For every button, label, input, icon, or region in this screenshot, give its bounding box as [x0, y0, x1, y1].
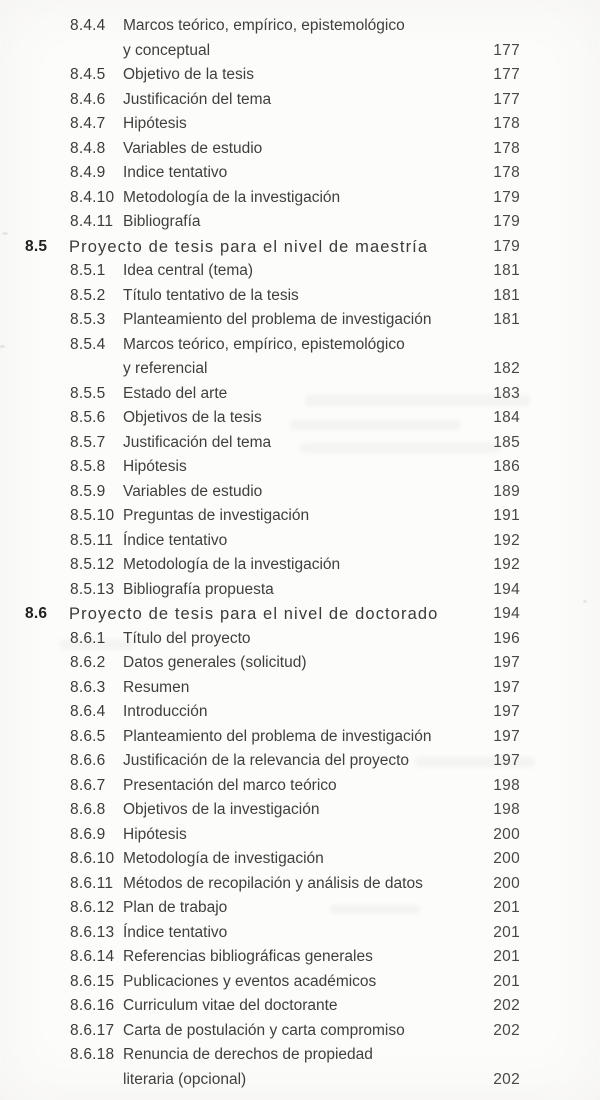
entry-page-number: 197	[493, 678, 520, 696]
entry-number: 8.6	[25, 605, 48, 622]
entry-page-number: 181	[493, 262, 520, 279]
entry-page-number: 177	[493, 41, 520, 59]
entry-number: 8.5.5	[70, 384, 106, 402]
entry-page-number: 201	[493, 899, 520, 916]
entry-title: Variables de estudio	[123, 139, 263, 157]
entry-number: 8.6.12	[70, 899, 115, 916]
entry-page-number: 179	[493, 188, 520, 206]
entry-title: Hipótesis	[123, 115, 187, 132]
toc-entry	[0, 284, 600, 309]
toc-entry-continuation	[0, 357, 600, 382]
toc-entry	[0, 504, 600, 529]
entry-title: Preguntas de investigación	[123, 507, 310, 524]
entry-title: Plan de trabajo	[123, 899, 228, 916]
entry-title-line2: y referencial	[123, 360, 208, 377]
entry-page-number: 194	[493, 580, 520, 598]
entry-number: 8.5.3	[70, 311, 106, 328]
entry-number: 8.6.4	[70, 703, 106, 720]
entry-number: 8.5.9	[70, 482, 106, 500]
toc-entry	[0, 455, 600, 480]
entry-title: Planteamiento del problema de investigación	[123, 727, 432, 745]
toc-entry	[0, 602, 600, 627]
entry-page-number: 197	[493, 654, 520, 671]
entry-title: Índice tentativo	[123, 531, 228, 549]
toc-entry	[0, 872, 600, 897]
toc-entry	[0, 896, 600, 921]
toc-entry	[0, 725, 600, 750]
entry-title: Objetivos de la investigación	[123, 801, 320, 818]
entry-page-number: 201	[493, 948, 520, 965]
toc-entry	[0, 308, 600, 333]
entry-number: 8.6.2	[70, 654, 106, 671]
entry-number: 8.6.3	[70, 678, 106, 696]
entry-number: 8.6.9	[70, 825, 106, 843]
entry-title-line2: y conceptual	[123, 41, 211, 59]
entry-page-number: 182	[493, 360, 520, 377]
entry-page-number: 179	[493, 213, 520, 230]
toc-entry	[0, 333, 600, 358]
toc-entry	[0, 63, 600, 88]
toc-entry	[0, 14, 600, 39]
entry-number: 8.6.17	[70, 1021, 115, 1039]
entry-page-number: 183	[493, 384, 520, 402]
entry-page-number: 197	[493, 752, 520, 769]
entry-title: Objetivos de la tesis	[123, 409, 262, 426]
toc-entry	[0, 700, 600, 725]
toc-entry	[0, 1043, 600, 1068]
entry-number: 8.6.13	[70, 923, 115, 941]
entry-title: Índice tentativo	[123, 923, 228, 941]
toc-entry	[0, 480, 600, 505]
entry-title: Estado del arte	[123, 384, 228, 402]
toc-entry	[0, 774, 600, 799]
table-of-contents	[0, 14, 600, 1092]
entry-page-number: 185	[493, 433, 520, 451]
entry-title: Justificación de la relevancia del proyecto	[123, 752, 410, 769]
entry-page-number: 197	[493, 727, 520, 745]
entry-page-number: 179	[493, 237, 520, 255]
entry-title: Marcos teórico, empírico, epistemológico	[123, 335, 405, 353]
toc-entry	[0, 994, 600, 1019]
toc-entry	[0, 382, 600, 407]
entry-title: Título tentativo de la tesis	[123, 286, 299, 304]
entry-number: 8.4.4	[70, 17, 106, 34]
toc-entry	[0, 945, 600, 970]
entry-page-number: 202	[493, 997, 520, 1014]
toc-entry	[0, 259, 600, 284]
entry-number: 8.6.11	[70, 874, 114, 892]
entry-title: Justificación del tema	[123, 433, 272, 451]
entry-page-number: 192	[493, 531, 520, 549]
entry-page-number: 198	[493, 776, 520, 794]
entry-page-number: 189	[493, 482, 520, 500]
entry-number: 8.4.5	[70, 66, 106, 83]
entry-page-number: 201	[493, 972, 520, 990]
entry-title: Hipótesis	[123, 458, 187, 475]
entry-number: 8.5.6	[70, 409, 106, 426]
entry-page-number: 196	[493, 629, 520, 647]
entry-title: Título del proyecto	[123, 629, 251, 647]
entry-page-number: 178	[493, 139, 520, 157]
entry-title: Indice tentativo	[123, 164, 228, 181]
entry-title: Objetivo de la tesis	[123, 66, 254, 83]
entry-page-number: 200	[493, 874, 520, 892]
toc-entry	[0, 112, 600, 137]
entry-number: 8.5.12	[70, 556, 115, 573]
entry-title: Curriculum vitae del doctorante	[123, 997, 338, 1014]
toc-entry	[0, 847, 600, 872]
entry-number: 8.5.4	[70, 335, 106, 353]
entry-title: Carta de postulación y carta compromiso	[123, 1021, 405, 1039]
toc-entry	[0, 137, 600, 162]
entry-page-number: 181	[493, 311, 520, 328]
toc-entry	[0, 553, 600, 578]
entry-number: 8.5.8	[70, 458, 106, 475]
toc-entry	[0, 210, 600, 235]
entry-number: 8.6.6	[70, 752, 106, 769]
entry-number: 8.4.9	[70, 164, 106, 181]
toc-entry	[0, 161, 600, 186]
toc-entry	[0, 88, 600, 113]
entry-title: Métodos de recopilación y análisis de datos	[123, 874, 423, 892]
entry-page-number: 191	[493, 507, 520, 524]
toc-entry	[0, 406, 600, 431]
entry-page-number: 178	[493, 115, 520, 132]
entry-number: 8.5.10	[70, 507, 115, 524]
entry-number: 8.6.7	[70, 776, 106, 794]
entry-title: Planteamiento del problema de investigación	[123, 311, 432, 328]
entry-number: 8.6.16	[70, 997, 115, 1014]
entry-number: 8.4.8	[70, 139, 106, 157]
toc-entry	[0, 235, 600, 260]
entry-page-number: 201	[493, 923, 520, 941]
entry-page-number: 202	[493, 1070, 520, 1088]
toc-entry	[0, 1019, 600, 1044]
entry-title: Publicaciones y eventos académicos	[123, 972, 377, 990]
entry-number: 8.6.15	[70, 972, 115, 990]
toc-entry	[0, 578, 600, 603]
toc-entry	[0, 431, 600, 456]
entry-page-number: 177	[493, 66, 520, 83]
entry-title: Introducción	[123, 703, 208, 720]
entry-number: 8.5.13	[70, 580, 115, 598]
entry-page-number: 192	[493, 556, 520, 573]
entry-title: Proyecto de tesis para el nivel de maestría	[69, 237, 429, 256]
entry-page-number: 197	[493, 703, 520, 720]
entry-title: Variables de estudio	[123, 482, 263, 500]
entry-number: 8.6.1	[70, 629, 106, 647]
entry-title: Hipótesis	[123, 825, 187, 843]
entry-title: Resumen	[123, 678, 190, 696]
toc-entry	[0, 823, 600, 848]
toc-entry	[0, 186, 600, 211]
entry-number: 8.4.6	[70, 90, 106, 108]
entry-page-number: 200	[493, 850, 520, 867]
entry-title: Presentación del marco teórico	[123, 776, 337, 794]
entry-title: Renuncia de derechos de propiedad	[123, 1046, 373, 1063]
entry-number: 8.6.8	[70, 801, 106, 818]
entry-page-number: 184	[493, 409, 520, 426]
entry-number: 8.5.11	[70, 531, 114, 549]
entry-page-number: 194	[493, 605, 520, 622]
entry-title: Metodología de la investigación	[123, 556, 341, 573]
entry-title: Metodología de investigación	[123, 850, 324, 867]
entry-page-number: 200	[493, 825, 520, 843]
entry-title: Justificación del tema	[123, 90, 272, 108]
entry-number: 8.5	[25, 237, 48, 255]
toc-entry	[0, 970, 600, 995]
entry-title: Referencias bibliográficas generales	[123, 948, 373, 965]
entry-number: 8.4.7	[70, 115, 106, 132]
toc-entry-continuation	[0, 39, 600, 64]
entry-title: Metodología de la investigación	[123, 188, 341, 206]
entry-number: 8.6.14	[70, 948, 115, 965]
entry-title: Bibliografía propuesta	[123, 580, 274, 598]
entry-page-number: 177	[493, 90, 520, 108]
entry-number: 8.4.10	[70, 188, 115, 206]
entry-title-line2: literaria (opcional)	[123, 1070, 247, 1088]
entry-page-number: 178	[493, 164, 520, 181]
entry-number: 8.5.1	[70, 262, 106, 279]
toc-entry-continuation	[0, 1068, 600, 1093]
entry-title: Bibliografía	[123, 213, 201, 230]
toc-entry	[0, 749, 600, 774]
entry-title: Marcos teórico, empírico, epistemológico	[123, 17, 405, 34]
entry-number: 8.5.2	[70, 286, 106, 304]
entry-title: Datos generales (solicitud)	[123, 654, 307, 671]
entry-number: 8.5.7	[70, 433, 106, 451]
toc-entry	[0, 651, 600, 676]
entry-page-number: 181	[493, 286, 520, 304]
toc-entry	[0, 676, 600, 701]
toc-entry	[0, 798, 600, 823]
entry-number: 8.4.11	[70, 213, 114, 230]
entry-number: 8.6.18	[70, 1046, 115, 1063]
entry-title: Proyecto de tesis para el nivel de doctorado	[69, 605, 439, 623]
toc-entry	[0, 921, 600, 946]
entry-page-number: 202	[493, 1021, 520, 1039]
toc-entry	[0, 529, 600, 554]
entry-title: Idea central (tema)	[123, 262, 254, 279]
entry-page-number: 198	[493, 801, 520, 818]
toc-entry	[0, 627, 600, 652]
entry-number: 8.6.5	[70, 727, 106, 745]
entry-number: 8.6.10	[70, 850, 115, 867]
entry-page-number: 186	[493, 458, 520, 475]
